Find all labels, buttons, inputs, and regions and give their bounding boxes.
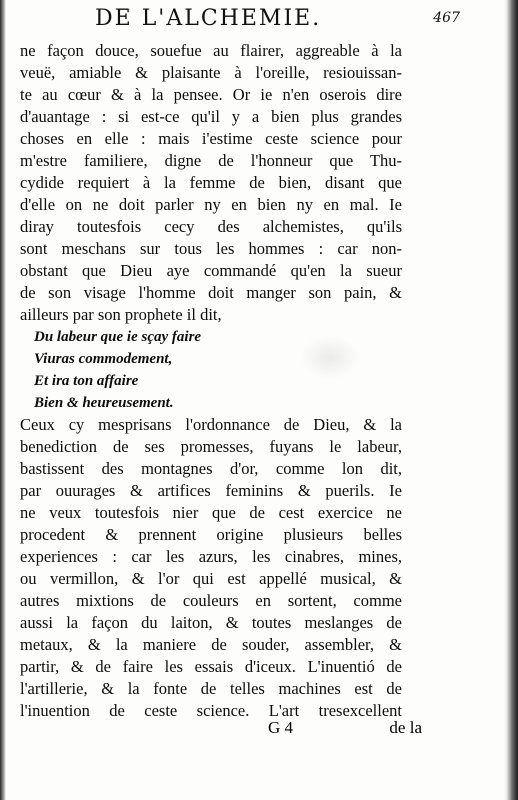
text-line: Ceux cy mesprisans l'ordonnance de Dieu, & la [20, 415, 402, 434]
verse-line: Du labeur que ie sçay faire [34, 329, 202, 345]
text-line: metaux, & la maniere de souder, assembler, & [20, 635, 402, 654]
text-line: autres mixtions de couleurs en sortent, comme [20, 591, 402, 610]
text-line: choses en elle : mais i'estime ceste science pour [20, 129, 402, 148]
page-footer [20, 718, 422, 740]
text-line: benediction de ses promesses, fuyans le labeur, [20, 437, 402, 456]
text-line: experiences : car les azurs, les cinabres, mines, [20, 547, 402, 566]
text-line: par ouurages & artifices feminins & puerils. Ie [20, 481, 402, 500]
scan-edge-left [0, 0, 6, 800]
signature-mark: G 4 [268, 718, 294, 737]
text-line: diray toutesfois cecy des alchemistes, qu'ils [20, 217, 402, 236]
page-number: 467 [433, 10, 460, 26]
scan-edge-right [504, 0, 518, 800]
text-line: d'auantage : si est-ce qu'il y a bien plus grandes [20, 107, 402, 126]
verse-line: Bien & heureusement. [34, 395, 174, 411]
text-line: bastissent des montagnes d'or, comme lon dit, [20, 459, 402, 478]
text-line: partir, & de faire les essais d'iceux. L'inuentió de [20, 657, 402, 676]
text-line: ou vermillon, & l'or qui est appellé musical, & [20, 569, 402, 588]
text-line: sont meschans sur tous les hommes : car non- [20, 239, 402, 258]
catchword: de la [389, 718, 422, 737]
text-line: de son visage l'homme doit manger son pain, & [20, 283, 402, 302]
running-head: DE L'ALCHEMIE. [95, 6, 322, 31]
text-line: l'inuention de ceste science. L'art tresexcellent [20, 701, 402, 720]
text-line: te au cœur & à la pensee. Or ie n'en oserois dire [20, 85, 402, 104]
text-line: ne façon douce, souefue au flairer, aggreable à la [20, 41, 402, 60]
text-line: m'estre familiere, digne de l'honneur que Thu- [20, 151, 402, 170]
verse-line: Viuras commodement, [34, 351, 173, 367]
text-line: aussi la façon du laiton, & toutes meslanges de [20, 613, 402, 632]
text-line: d'elle on ne doit parler ny en bien ny en mal. Ie [20, 195, 402, 214]
text-line: cydide requiert à la femme de bien, disant que [20, 173, 402, 192]
text-line: l'artillerie, & la fonte de telles machines est de [20, 679, 402, 698]
body-text [20, 40, 402, 722]
text-line: obstant que Dieu aye commandé qu'en la sueur [20, 261, 402, 280]
page-header [40, 6, 460, 36]
text-line: ailleurs par son prophete il dit, [20, 305, 222, 324]
text-line: procedent & prennent origine plusieurs belles [20, 525, 402, 544]
verse-line: Et ira ton affaire [34, 373, 139, 389]
text-line: veuë, amiable & plaisante à l'oreille, resiouissan- [20, 63, 402, 82]
text-line: ne veux toutesfois nier que de cest exercice ne [20, 503, 402, 522]
